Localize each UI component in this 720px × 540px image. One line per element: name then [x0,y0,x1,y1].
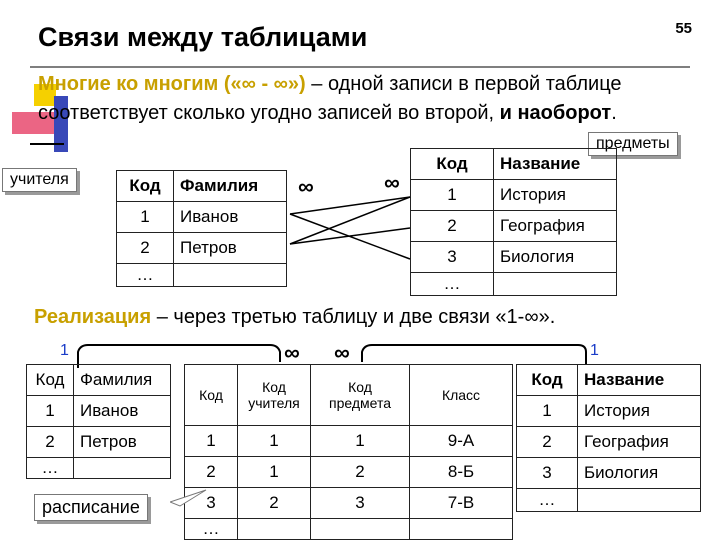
table-header: Название [494,149,617,180]
one-label: 1 [60,342,69,359]
table-cell: 1 [27,396,74,427]
realization-term: Реализация [34,306,152,328]
table-cell: История [494,180,617,211]
table-cell: 1 [411,180,494,211]
table-cell: 2 [411,211,494,242]
table-more: … [185,519,238,540]
table-cell: 3 [185,488,238,519]
table-more: … [27,458,74,479]
table-cell: 1 [311,426,410,457]
table-header: Код предмета [311,365,410,426]
table-cell [578,489,701,512]
table-cell: 1 [185,426,238,457]
realization-text [34,306,555,329]
table-header: Код [185,365,238,426]
definition-term: Многие ко многим («∞ - ∞») [38,73,306,95]
table-cell: 3 [517,458,578,489]
subjects-table-bottom [516,364,701,512]
table-cell: География [494,211,617,242]
definition-end: . [611,102,617,124]
table-cell: 3 [411,242,494,273]
table-cell [311,519,410,540]
table-more: … [517,489,578,512]
infinity-symbol: ∞ [384,170,400,195]
table-more: … [411,273,494,296]
table-header: Фамилия [174,171,287,202]
table-cell [238,519,311,540]
table-cell: 2 [311,457,410,488]
teachers-table-bottom [26,364,171,479]
table-cell: Биология [578,458,701,489]
table-cell [410,519,513,540]
realization-body: – через третью таблицу и две связи «1-∞». [151,306,556,328]
table-cell [74,458,171,479]
table-header: Название [578,365,701,396]
table-header: Код [27,365,74,396]
table-cell: Петров [74,427,171,458]
definition-emphasis: и наоборот [499,102,612,124]
table-cell: 1 [238,457,311,488]
table-cell: Петров [174,233,287,264]
table-cell: История [578,396,701,427]
table-cell: Биология [494,242,617,273]
subjects-callout: предметы [588,132,678,156]
table-header: Код [517,365,578,396]
page-title: Связи между таблицами [38,22,368,52]
infinity-symbol: ∞ [334,340,350,365]
subject-link-bracket [362,345,586,364]
table-cell: 2 [517,427,578,458]
table-cell: Иванов [174,202,287,233]
one-label: 1 [590,342,599,359]
infinity-symbol: ∞ [284,340,300,365]
table-cell: 2 [238,488,311,519]
table-cell: 2 [185,457,238,488]
table-cell: 1 [117,202,174,233]
table-more: … [117,264,174,287]
table-cell: 9-А [410,426,513,457]
table-header: Код [411,149,494,180]
infinity-symbol: ∞ [298,174,314,199]
schedule-callout: расписание [34,494,148,521]
table-header: Фамилия [74,365,171,396]
table-header: Код [117,171,174,202]
table-cell: Иванов [74,396,171,427]
table-cell: География [578,427,701,458]
definition-body: – одной записи в первой таблице соответствует сколько угодно записей во второй, [38,73,622,124]
table-cell: 3 [311,488,410,519]
callout-pointer [170,488,210,508]
table-cell: 7-В [410,488,513,519]
table-cell: 1 [238,426,311,457]
teachers-callout: учителя [2,168,77,192]
table-cell: 2 [117,233,174,264]
schedule-table [184,364,513,540]
page-number: 55 [675,20,692,37]
table-cell: 8-Б [410,457,513,488]
table-cell: 1 [517,396,578,427]
table-header: Класс [410,365,513,426]
table-cell: 2 [27,427,74,458]
table-header: Код учителя [238,365,311,426]
